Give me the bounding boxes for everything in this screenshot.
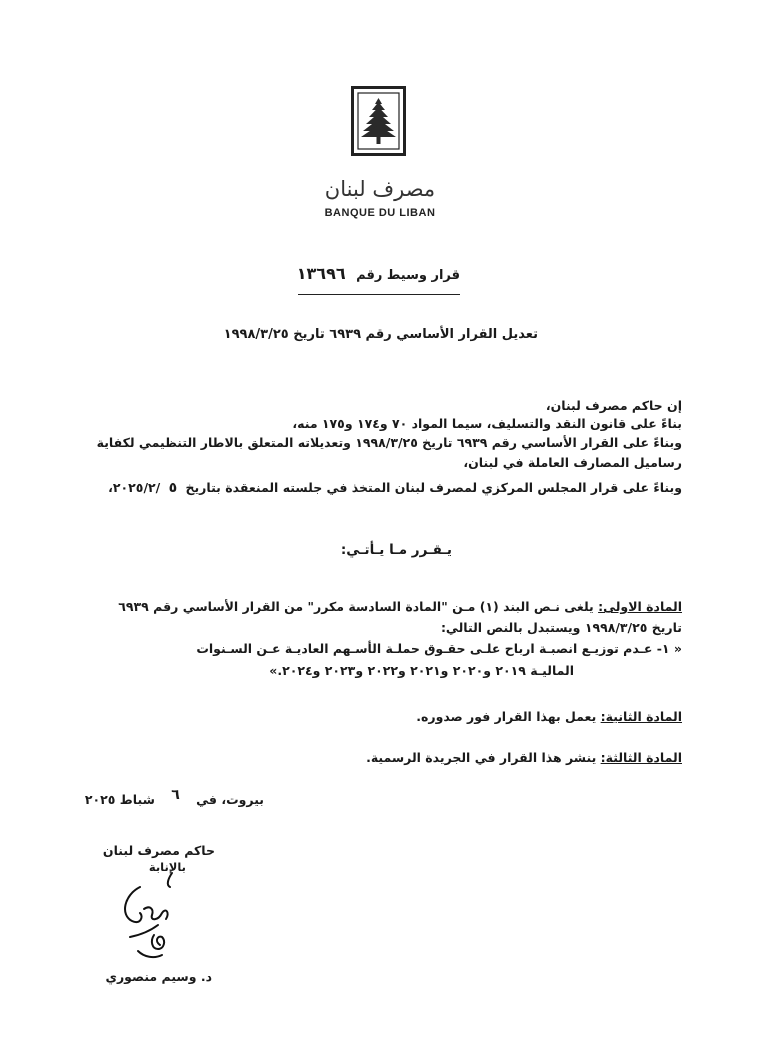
article-2 [416, 709, 682, 724]
issue-city: بيروت، في [196, 792, 264, 807]
article-text: الماليـة ٢٠١٩ و٢٠٢٠ و٢٠٢١ و٢٠٢٢ و٢٠٢٣ و٢٠٢٤.» [269, 663, 574, 678]
issue-month-year: شباط ٢٠٢٥ [84, 792, 155, 807]
decides-heading: يـقـرر مـا يـأتـي: [340, 542, 452, 558]
signer-title: حاكم مصرف لبنان [102, 843, 215, 858]
preamble-line: إن حاكم مصرف لبنان، [545, 398, 682, 413]
article-title: المادة الثانية: [600, 709, 682, 724]
article-title: المادة الاولى: [598, 599, 682, 614]
bank-name-french: BANQUE DU LIBAN [324, 207, 436, 219]
cedar-icon [351, 86, 406, 156]
decision-label: قرار وسيط رقم [356, 268, 460, 283]
issue-day: ٦ [171, 787, 180, 803]
preamble-line: بناءً على قانون النقد والتسليف، سيما المواد ٧٠ و١٧٤ و١٧٥ منه، [292, 416, 682, 431]
article-text: تاريخ ١٩٩٨/٣/٢٥ ويستبدل بالنص التالي: [440, 620, 682, 635]
decision-subject: تعديل القرار الأساسي رقم ٦٩٣٩ تاريخ ١٩٩٨/٣/٢٥ [223, 327, 538, 342]
signature-icon [110, 865, 220, 975]
signer-name: د. وسيم منصوري [105, 969, 212, 984]
decision-heading [297, 264, 460, 283]
preamble-text: وبناءً على قرار المجلس المركزي لمصرف لبنان المتخذ في جلسته المنعقدة بتاريخ [185, 480, 682, 495]
heading-underline [298, 294, 460, 295]
article-text: يعمل بهذا القرار فور صدوره. [416, 709, 601, 724]
signer-note: بالإنابة [148, 860, 186, 874]
article-1 [118, 599, 682, 614]
article-3 [366, 750, 682, 765]
preamble-line: وبناءً على القرار الأساسي رقم ٦٩٣٩ تاريخ ١٩٩٨/٣/٢٥ وتعديلاته المتعلق بالاطار التنظيمي لكفاية [96, 435, 682, 450]
article-text: ينشر هذا القرار في الجريدة الرسمية. [366, 750, 601, 765]
bank-name-arabic: مصرف لبنان [324, 177, 436, 201]
decision-number: ١٣٦٩٦ [296, 264, 346, 283]
preamble-date: /٢٠٢٥/٢، [108, 480, 161, 495]
preamble-line: رساميل المصارف العاملة في لبنان، [463, 455, 682, 470]
preamble-line [108, 480, 682, 496]
article-text: « ١- عـدم توزيـع انصبـة ارباح علـى حقـوق حملـة الأسـهم العاديـة عـن السـنوات [196, 641, 682, 656]
issue-date [84, 787, 264, 808]
article-text: يلغى نـص البند (١) مـن "المادة السادسة مكرر" من القرار الأساسي رقم ٦٩٣٩ [118, 599, 599, 614]
handwritten-day: ٥ [168, 480, 178, 496]
article-title: المادة الثالثة: [600, 750, 682, 765]
